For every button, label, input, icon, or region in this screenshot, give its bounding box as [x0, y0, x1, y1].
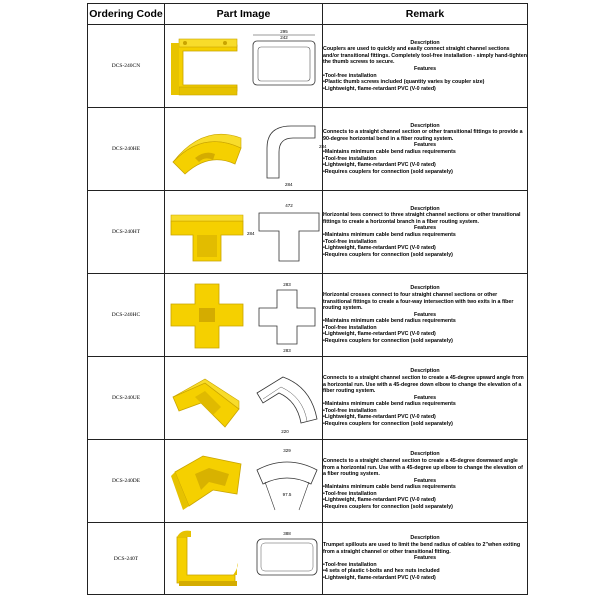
- description-heading: Description: [410, 205, 440, 212]
- remark-cell: [323, 357, 528, 440]
- part-image: [165, 440, 323, 523]
- spec-table: [87, 3, 528, 595]
- description-text: Horizontal tees connect to three straight channel sections or other transitional fittings to create a horizontal branch in a fiber routing system.: [323, 212, 521, 225]
- feature-item: • Maintains minimum cable bend radius requirements: [323, 232, 527, 239]
- feature-item: • Maintains minimum cable bend radius requirements: [323, 401, 527, 408]
- description-text: Couplers are used to quickly and easily connect straight channel sections and/or transitional fittings. Completely tool-free installation - simply hand-tighten the thumb screws to secure.: [323, 46, 527, 66]
- feature-item: • Requires couplers for connection (sold separately): [323, 421, 527, 428]
- feature-item: • Lightweight, flame-retardant PVC (V-0 rated): [323, 497, 527, 504]
- features-heading: Features: [413, 142, 437, 149]
- remark-cell: [323, 191, 528, 274]
- dim-label: 283: [283, 282, 291, 287]
- remark-cell: [323, 440, 528, 523]
- header-row: [88, 4, 528, 25]
- feature-item: • Tool-free installation: [323, 239, 527, 246]
- table-row: [88, 274, 528, 357]
- dim-label: 284: [285, 182, 293, 187]
- feature-item: • Requires couplers for connection (sold separately): [323, 338, 527, 345]
- dim-label: 97.5: [282, 492, 292, 497]
- description-text: Connects to a straight channel section to create a 45-degree downward angle from a horizontal run. Use with a 45-degree up elbow to change the elevation of a fiber routing system.: [323, 457, 523, 478]
- dim-label: 284: [247, 231, 255, 236]
- ordering-code: DCS-240HE: [88, 108, 165, 191]
- part-image: [165, 25, 323, 108]
- feature-item: • Tool-free installation: [323, 156, 527, 163]
- table-row: [88, 523, 528, 595]
- part-image: [165, 108, 327, 191]
- ordering-code: DCS-240T: [88, 523, 165, 595]
- down-elbow-image: [165, 440, 323, 523]
- features-heading: Features: [413, 477, 437, 484]
- table-row: [88, 191, 528, 274]
- feature-item: • Tool-free installation: [323, 491, 527, 498]
- table-row: [88, 357, 528, 440]
- up-elbow-image: [165, 357, 323, 440]
- features-heading: Features: [413, 225, 437, 232]
- feature-item: • Lightweight, flame-retardant PVC (V-0 rated): [323, 575, 527, 582]
- feature-item: • Maintains minimum cable bend radius requirements: [323, 318, 527, 325]
- ordering-code: DCS-240UE: [88, 357, 165, 440]
- description-heading: Description: [410, 368, 440, 375]
- feature-item: • 4 sets of plastic t-bolts and hex nuts included: [323, 568, 527, 575]
- feature-item: • Maintains minimum cable bend radius requirements: [323, 149, 527, 156]
- feature-item: • Tool-free installation: [323, 73, 527, 80]
- description-heading: Description: [410, 122, 440, 129]
- feature-item: • Requires couplers for connection (sold separately): [323, 169, 527, 176]
- feature-item: • Tool-free installation: [323, 325, 527, 332]
- description-text: Horizontal crosses connect to four straight channel sections or other transitional fittings to create a four-way intersection with two exits in a fiber routing system.: [323, 291, 514, 312]
- feature-item: • Lightweight, flame-retardant PVC (V-0 rated): [323, 414, 527, 421]
- table-row: [88, 108, 528, 191]
- features-list: [323, 232, 527, 258]
- feature-item: • Lightweight, flame-retardant PVC (V-0 rated): [323, 86, 527, 93]
- remark-cell: [323, 108, 528, 191]
- dim-label: 284: [319, 144, 327, 149]
- description-text: Connects to a straight channel section to create a 45-degree upward angle from a horizontal run. Use with a 45-degree down elbow to change the elevation of a fiber routing system.: [323, 374, 524, 395]
- horizontal-elbow-image: [165, 108, 327, 191]
- horizontal-tee-image: [165, 191, 323, 274]
- feature-item: • Tool-free installation: [323, 562, 527, 569]
- features-list: [323, 318, 527, 344]
- dim-label: 220: [281, 429, 289, 434]
- horizontal-cross-image: [165, 274, 323, 357]
- features-list: [323, 73, 527, 93]
- dim-label: 283: [283, 348, 291, 353]
- feature-item: • Requires couplers for connection (sold separately): [323, 252, 527, 259]
- remark-cell: [323, 274, 528, 357]
- features-list: [323, 149, 527, 175]
- part-image: [165, 274, 323, 357]
- features-list: [323, 484, 527, 510]
- dim-label: 329: [283, 448, 291, 453]
- part-image: [165, 523, 323, 595]
- header-remark: Remark: [323, 4, 528, 25]
- feature-item: • Maintains minimum cable bend radius requirements: [323, 484, 527, 491]
- features-heading: Features: [413, 66, 437, 72]
- features-list: [323, 401, 527, 427]
- feature-item: • Plastic thumb screws included (quantity varies by coupler size): [323, 79, 527, 86]
- coupler-image: [165, 25, 323, 108]
- description-heading: Description: [410, 39, 440, 46]
- ordering-code: DCS-240HT: [88, 191, 165, 274]
- feature-item: • Lightweight, flame-retardant PVC (V-0 rated): [323, 331, 527, 338]
- description-heading: Description: [410, 285, 440, 292]
- feature-item: • Lightweight, flame-retardant PVC (V-0 rated): [323, 162, 527, 169]
- ordering-code: DCS-240DE: [88, 440, 165, 523]
- ordering-code: DCS-240CN: [88, 25, 165, 108]
- header-part-image: Part Image: [165, 4, 323, 25]
- description-heading: Description: [410, 535, 440, 542]
- dim-label: 388: [283, 531, 291, 536]
- feature-item: • Tool-free installation: [323, 408, 527, 415]
- remark-cell: [323, 25, 528, 108]
- table-row: [88, 440, 528, 523]
- description-text: Trumpet spillouts are used to limit the bend radius of cables to 2"when exiting from a straight channel or other transitional fitting.: [323, 542, 521, 555]
- ordering-code: DCS-240HC: [88, 274, 165, 357]
- description-heading: Description: [410, 451, 440, 458]
- features-heading: Features: [413, 394, 437, 401]
- dim-label: 472: [285, 203, 293, 208]
- header-ordering-code: Ordering Code: [88, 4, 165, 25]
- trumpet-spillout-image: [165, 523, 323, 595]
- part-image: [165, 357, 323, 440]
- feature-item: • Requires couplers for connection (sold separately): [323, 504, 527, 511]
- dim-label: 295: [280, 29, 288, 34]
- features-list: [323, 562, 527, 582]
- features-heading: Features: [413, 555, 437, 562]
- dim-label: 242: [280, 35, 288, 40]
- description-text: Connects to a straight channel section or other transitional fittings to provide a 90-degree horizontal bend in a fiber routing system.: [323, 129, 523, 142]
- remark-cell: [323, 523, 528, 595]
- features-heading: Features: [413, 311, 437, 318]
- part-image: [165, 191, 323, 274]
- feature-item: • Lightweight, flame-retardant PVC (V-0 rated): [323, 245, 527, 252]
- table-row: [88, 25, 528, 108]
